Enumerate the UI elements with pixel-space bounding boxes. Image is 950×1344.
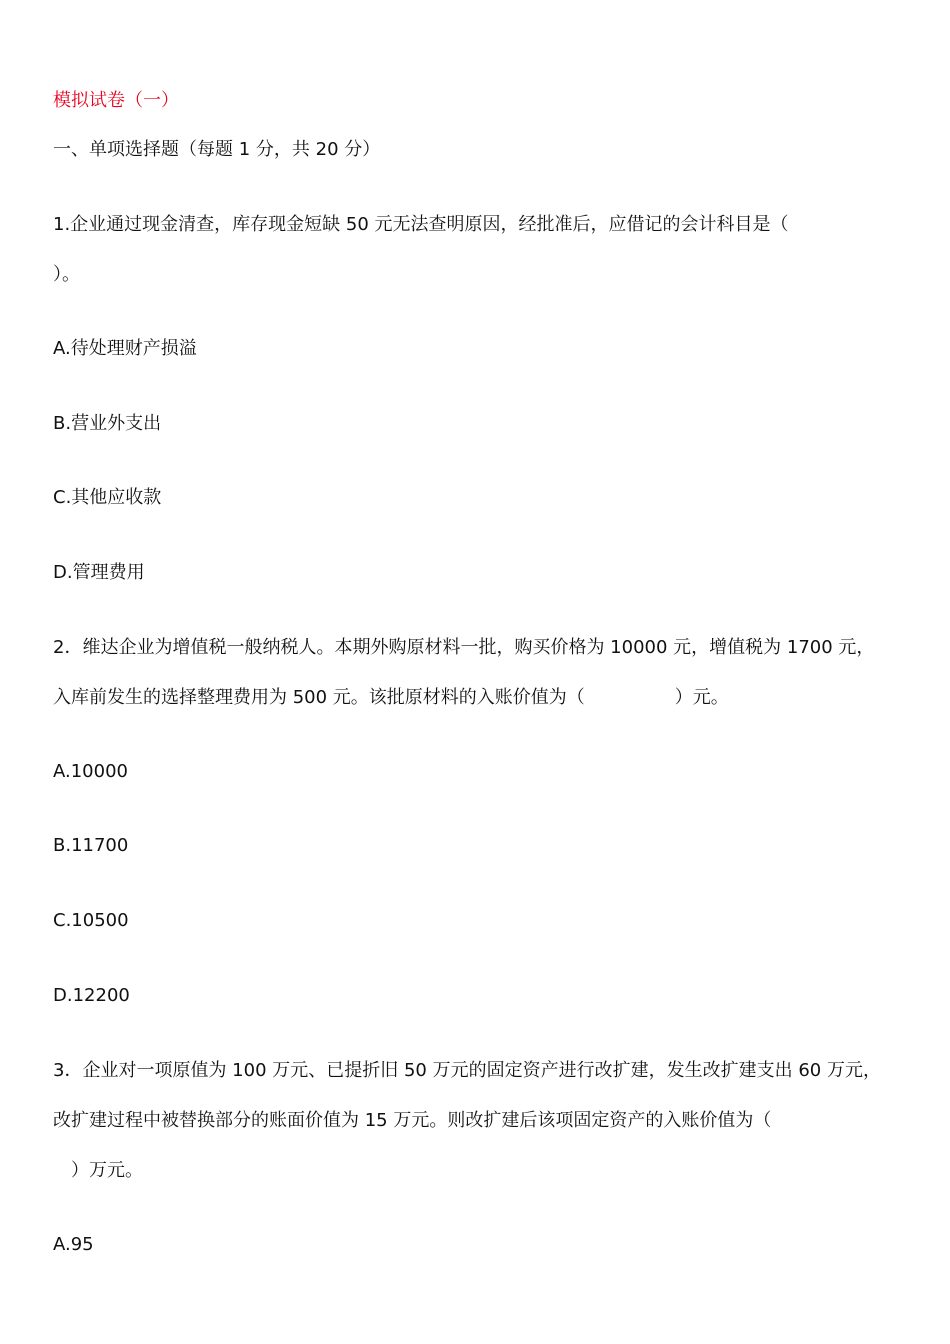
- question-2-option-a: A.10000: [53, 761, 128, 782]
- question-1-option-a: A.待处理财产损溢: [53, 338, 197, 359]
- question-2-stem-line-2: 入库前发生的选择整理费用为 500 元。该批原材料的入账价值为（ ）元。: [53, 687, 729, 708]
- question-2-stem-line-1: 2．维达企业为增值税一般纳税人。本期外购原材料一批，购买价格为 10000 元，增值税为 1700 元，: [53, 637, 875, 658]
- question-2-option-b: B.11700: [53, 835, 129, 856]
- question-1-stem-line-2: ）。: [53, 264, 80, 285]
- question-2-option-c: C.10500: [53, 910, 129, 931]
- question-1-option-c: C.其他应收款: [53, 487, 162, 508]
- section-heading: 一、单项选择题（每题 1 分，共 20 分）: [53, 139, 381, 160]
- question-3-stem-line-2: 改扩建过程中被替换部分的账面价值为 15 万元。则改扩建后该项固定资产的入账价值为（: [53, 1110, 772, 1131]
- question-3-stem-line-1: 3．企业对一项原值为 100 万元、已提折旧 50 万元的固定资产进行改扩建，发生改扩建支出 60 万元，: [53, 1060, 881, 1081]
- question-2-option-d: D.12200: [53, 985, 130, 1006]
- question-1-stem-line-1: 1.企业通过现金清查，库存现金短缺 50 元无法查明原因，经批准后，应借记的会计科目是（: [53, 214, 789, 235]
- exam-title: 模拟试卷（一）: [53, 90, 179, 111]
- question-1-option-d: D.管理费用: [53, 562, 145, 583]
- question-3-option-a: A.95: [53, 1234, 94, 1255]
- question-3-stem-line-3: ）万元。: [53, 1160, 143, 1181]
- question-1-option-b: B.营业外支出: [53, 413, 162, 434]
